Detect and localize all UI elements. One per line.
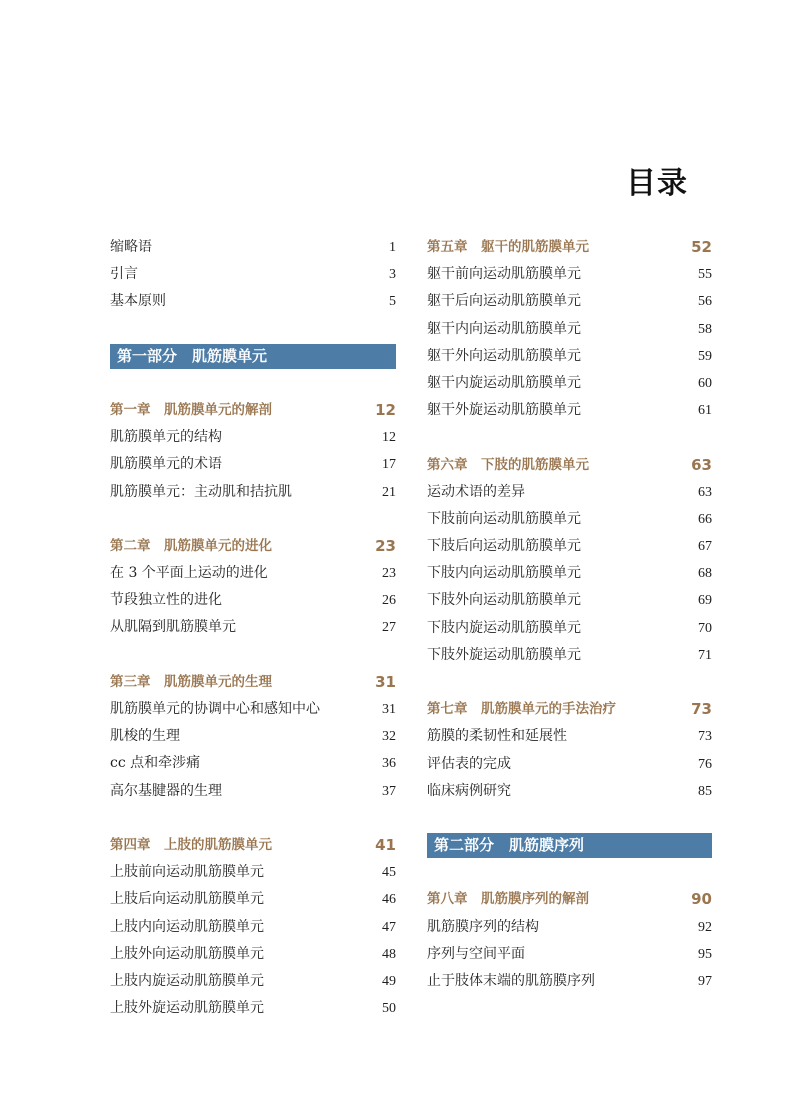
- entry-title: 肌筋膜单元的术语: [110, 456, 222, 473]
- entry-title: 上肢外旋运动肌筋膜单元: [110, 1000, 264, 1017]
- entry-title: 肌筋膜单元的协调中心和感知中心: [110, 701, 320, 717]
- page-number: 76: [698, 756, 712, 772]
- entry-title: 躯干外旋运动肌筋膜单元: [427, 402, 581, 419]
- entry-title: 止于肢体末端的肌筋膜序列: [427, 972, 595, 989]
- page-number: 68: [698, 566, 712, 582]
- toc-entry[interactable]: [427, 914, 712, 941]
- chapter-title: 第一章 肌筋膜单元的解剖: [110, 401, 272, 418]
- toc-entry[interactable]: [110, 886, 396, 913]
- toc-entry[interactable]: [110, 750, 396, 777]
- page-number: 23: [375, 536, 396, 555]
- page-number: 52: [691, 238, 712, 256]
- page-number: 63: [698, 484, 712, 500]
- page-number: 49: [382, 973, 396, 989]
- page-number: 12: [375, 400, 396, 419]
- page-number: 56: [698, 294, 712, 310]
- toc-spacer: [427, 859, 712, 886]
- entry-title: 下肢前向运动肌筋膜单元: [427, 510, 581, 527]
- toc-entry[interactable]: [110, 968, 396, 995]
- toc-entry[interactable]: [427, 261, 712, 288]
- toc-entry[interactable]: [427, 751, 712, 778]
- toc-entry[interactable]: [427, 316, 712, 343]
- page-number: 58: [698, 321, 712, 337]
- entry-title: 上肢前向运动肌筋膜单元: [110, 864, 264, 881]
- toc-entry[interactable]: [427, 642, 712, 669]
- chapter-title: 第二章 肌筋膜单元的进化: [110, 537, 272, 554]
- entry-title: 下肢外旋运动肌筋膜单元: [427, 646, 581, 663]
- entry-title: 基本原则: [110, 293, 166, 310]
- toc-entry[interactable]: [427, 343, 712, 370]
- toc-entry[interactable]: [110, 288, 396, 315]
- page-number: 3: [389, 267, 396, 283]
- toc-entry[interactable]: [110, 614, 396, 641]
- toc-entry[interactable]: [427, 560, 712, 587]
- entry-title: 节段独立性的进化: [110, 592, 222, 609]
- toc-entry[interactable]: [110, 479, 396, 506]
- entry-title: 临床病例研究: [427, 782, 511, 799]
- toc-entry[interactable]: [427, 533, 712, 560]
- chapter-title: 第六章 下肢的肌筋膜单元: [427, 456, 589, 473]
- toc-entry[interactable]: [110, 451, 396, 478]
- page-number: 37: [382, 783, 396, 799]
- toc-entry[interactable]: [110, 859, 396, 886]
- toc-entry[interactable]: [427, 397, 712, 424]
- page-number: 85: [698, 783, 712, 799]
- entry-title: 序列与空间平面: [427, 945, 525, 962]
- page-number: 45: [382, 865, 396, 881]
- entry-title: 肌筋膜序列的结构: [427, 918, 539, 935]
- chapter-title: 第三章 肌筋膜单元的生理: [110, 673, 272, 690]
- toc-chapter-entry[interactable]: [110, 669, 396, 696]
- toc-spacer: [110, 316, 396, 343]
- page-number: 92: [698, 919, 712, 935]
- chapter-title: 第五章 躯干的肌筋膜单元: [427, 239, 589, 255]
- entry-title: 下肢内旋运动肌筋膜单元: [427, 619, 581, 636]
- toc-spacer: [427, 669, 712, 696]
- page-number: 26: [382, 593, 396, 609]
- page-number: 69: [698, 593, 712, 609]
- entry-title: 上肢内旋运动肌筋膜单元: [110, 972, 264, 989]
- page-number: 63: [691, 455, 712, 474]
- toc-chapter-entry[interactable]: [427, 234, 712, 261]
- toc-entry[interactable]: [427, 778, 712, 805]
- entry-title: 躯干外向运动肌筋膜单元: [427, 347, 581, 364]
- page-number: 71: [698, 647, 712, 663]
- page-number: 36: [382, 756, 396, 772]
- entry-title: 在 3 个平面上运动的进化: [110, 565, 268, 582]
- entry-title: 肌筋膜单元：主动肌和拮抗肌: [110, 483, 292, 500]
- toc-entry[interactable]: [110, 234, 396, 261]
- page-number: 59: [698, 348, 712, 364]
- toc-entry[interactable]: [110, 587, 396, 614]
- page-number: 73: [698, 729, 712, 745]
- toc-entry[interactable]: [427, 370, 712, 397]
- toc-chapter-entry[interactable]: [427, 886, 712, 913]
- entry-title: 躯干前向运动肌筋膜单元: [427, 266, 581, 283]
- toc-entry[interactable]: [110, 261, 396, 288]
- entry-title: 引言: [110, 266, 138, 283]
- entry-title: cc 点和牵涉痛: [110, 755, 201, 772]
- page-number: 67: [698, 539, 712, 555]
- entry-title: 躯干内向运动肌筋膜单元: [427, 320, 581, 337]
- toc-entry[interactable]: [427, 941, 712, 968]
- entry-title: 缩略语: [110, 239, 152, 255]
- page-number: 55: [698, 267, 712, 283]
- page-number: 97: [698, 973, 712, 989]
- toc-left-column: [110, 234, 396, 1022]
- page-number: 31: [375, 672, 396, 691]
- chapter-title: 第八章 肌筋膜序列的解剖: [427, 891, 589, 908]
- toc-spacer: [110, 506, 396, 533]
- toc-chapter-entry[interactable]: [110, 533, 396, 560]
- toc-chapter-entry[interactable]: [427, 696, 712, 723]
- toc-entry[interactable]: [427, 723, 712, 750]
- page-number: 70: [698, 620, 712, 636]
- page-number: 32: [382, 729, 396, 745]
- toc-entry[interactable]: [110, 723, 396, 750]
- toc-entry[interactable]: [427, 506, 712, 533]
- entry-title: 肌筋膜单元的结构: [110, 429, 222, 446]
- page-number: 46: [382, 892, 396, 908]
- page-number: 5: [389, 294, 396, 310]
- toc-spacer: [110, 370, 396, 397]
- page-number: 95: [698, 946, 712, 962]
- entry-title: 下肢后向运动肌筋膜单元: [427, 538, 581, 555]
- toc-entry[interactable]: [110, 424, 396, 451]
- page-number: 41: [375, 835, 396, 854]
- page-number: 90: [691, 890, 712, 909]
- page-number: 47: [382, 919, 396, 935]
- page-number: 27: [382, 620, 396, 636]
- toc-entry[interactable]: [427, 288, 712, 315]
- chapter-title: 第七章 肌筋膜单元的手法治疗: [427, 701, 616, 718]
- entry-title: 肌梭的生理: [110, 728, 180, 745]
- page-number: 60: [698, 375, 712, 391]
- toc-entry[interactable]: [427, 615, 712, 642]
- toc-entry[interactable]: [110, 560, 396, 587]
- entry-title: 上肢外向运动肌筋膜单元: [110, 945, 264, 962]
- page-title: 目录: [626, 166, 688, 201]
- page-number: 31: [382, 702, 396, 717]
- toc-entry[interactable]: [110, 914, 396, 941]
- page-number: 48: [382, 946, 396, 962]
- page-number: 23: [382, 566, 396, 582]
- entry-title: 躯干内旋运动肌筋膜单元: [427, 374, 581, 391]
- toc-chapter-entry[interactable]: [110, 832, 396, 859]
- page-number: 21: [382, 484, 396, 500]
- page-number: 66: [698, 511, 712, 527]
- chapter-title: 第四章 上肢的肌筋膜单元: [110, 836, 272, 853]
- entry-title: 筋膜的柔韧性和延展性: [427, 728, 567, 745]
- toc-entry[interactable]: [427, 587, 712, 614]
- page-number: 12: [382, 430, 396, 446]
- toc-right-column: [427, 234, 712, 995]
- toc-spacer: [110, 642, 396, 669]
- toc-part-heading[interactable]: 第二部分 肌筋膜序列: [427, 833, 712, 858]
- toc-entry[interactable]: [110, 778, 396, 805]
- entry-title: 上肢后向运动肌筋膜单元: [110, 891, 264, 908]
- entry-title: 运动术语的差异: [427, 483, 525, 500]
- entry-title: 评估表的完成: [427, 755, 511, 772]
- entry-title: 上肢内向运动肌筋膜单元: [110, 918, 264, 935]
- page-number: 61: [698, 403, 712, 419]
- toc-spacer: [427, 424, 712, 451]
- entry-title: 从肌隔到肌筋膜单元: [110, 619, 236, 636]
- toc-entry[interactable]: [110, 696, 396, 723]
- page-number: 17: [382, 457, 396, 473]
- entry-title: 下肢内向运动肌筋膜单元: [427, 565, 581, 582]
- entry-title: 躯干后向运动肌筋膜单元: [427, 293, 581, 310]
- toc-spacer: [110, 805, 396, 832]
- toc-part-heading[interactable]: 第一部分 肌筋膜单元: [110, 344, 396, 369]
- entry-title: 下肢外向运动肌筋膜单元: [427, 592, 581, 609]
- toc-chapter-entry[interactable]: [427, 452, 712, 479]
- page-number: 50: [382, 1001, 396, 1017]
- toc-spacer: [427, 805, 712, 832]
- toc-entry[interactable]: [427, 479, 712, 506]
- toc-chapter-entry[interactable]: [110, 397, 396, 424]
- toc-entry[interactable]: [110, 995, 396, 1022]
- toc-entry[interactable]: [110, 941, 396, 968]
- page-number: 1: [389, 240, 396, 255]
- page-number: 73: [691, 700, 712, 719]
- entry-title: 高尔基腱器的生理: [110, 782, 222, 799]
- toc-entry[interactable]: [427, 968, 712, 995]
